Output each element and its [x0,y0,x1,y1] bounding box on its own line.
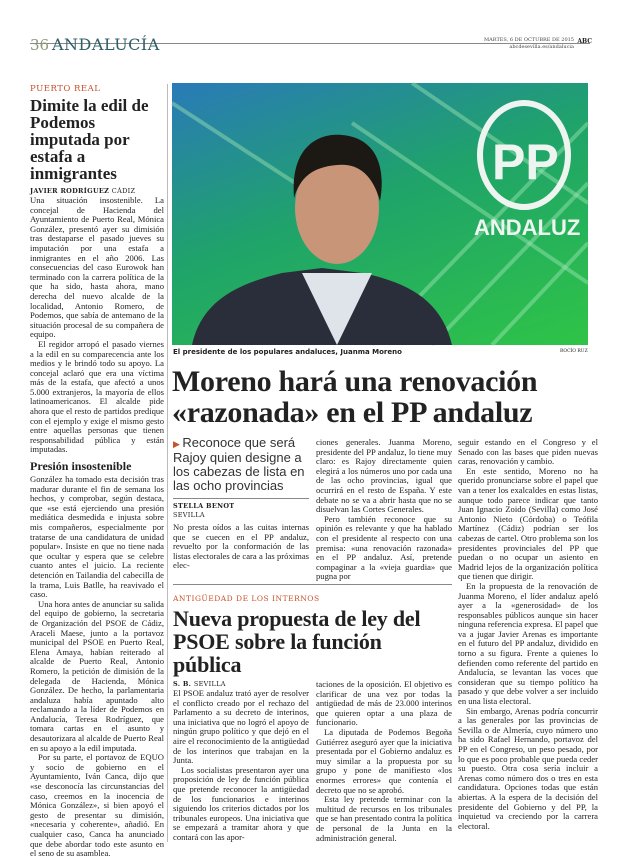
paragraph: La diputada de Podemos Begoña Gutiérrez aseguró ayer que la iniciativa presentada por el Gobierno andaluz es muy similar a la propuesta por su grupo y pone de manifiesto «los enormes errores» que contenía el decreto que no se aprobó. [316,726,452,795]
paragraph: taciones de la oposición. El objetivo es clarificar de una vez por todas la antigüedad de más de 23.000 interinos que quieren optar a una plaza de funcionario. [316,679,452,728]
brand-logo: ABC [577,38,592,45]
paragraph: González ha tomado esta decisión tras madurar durante el fin de semana los hechos, y comprobar, según destaca, que «se está ejerciendo una presión mediática desmedida e injusta sobre mis compañeros, especialmente por tratarse de una candidatura de unidad popular». Insiste en que no tiene nada que ocultar y espera que se celebre cuanto antes el juicio. La reciente detención en Tailandia del cabecilla de la trama, Luis Batlle, ha reavivado el caso. [30,474,164,600]
paragraph: seguir estando en el Congreso y el Senado con las bases que piden nuevas caras, renovación y cambio. [458,437,598,467]
second-headline: Nueva propuesta de ley del PSOE sobre la función pública [173,606,421,677]
main-lead-block [173,436,309,576]
deck-text: Reconoce que será Rajoy quien designe a los cabezas de lista en las ocho provincias [173,435,305,493]
second-col1 [173,689,309,843]
pp-logo-subtext: ANDALUZ [474,215,581,240]
paragraph: El PSOE andaluz trató ayer de resolver el conflicto creado por el rechazo del Parlamento a su decreto de interinos, una iniciativa que no logró el apoyo de ningún grupo político y que dejó en el aire el reconocimiento de la antigüedad de los interinos que trabajan en la Junta. [173,688,309,766]
byline-name: JAVIER RODRÍGUEZ [30,187,110,195]
pp-logo-text: PP [492,134,559,190]
paragraph: En este sentido, Moreno no ha querido pronunciarse sobre el papel que van a tener los exalcaldes en estas listas, aunque todo parece indicar que tanto Juan Ignacio Zoido (Sevilla) como José Antonio Nieto (Córdoba) o Teófila Martínez (Cádiz) podrían ser los cabezas de cartel. Otro problema son los presidentes provinciales del PP que puedan o no ocupar un asiento en Madrid lejos de la organización política que tienen que dirigir. [458,465,598,582]
paragraph: No presta oídos a las cuitas internas que se cuecen en el PP andaluz, revuelto por la conformación de las listas electorales de cara a las próximas elec- [173,522,309,571]
section-rule [173,584,452,585]
photo-juanma-moreno [172,83,588,345]
photo-illustration [172,83,588,345]
paragraph: Una situación insostenible. La concejal de Hacienda del Ayuntamiento de Puerto Real, Mónica González, presentó ayer su dimisión tras destaparse el pasado jueves su imputación por una estafa a inmigrantes en el año 2006. Las consecuencias del caso Eurowok han terminado con la carrera política de la que ha sido, hasta ahora, mano derecha del nuevo alcalde de la localidad, Antonio Romero, de Podemos, que sabía de antemano de la situación procesal de su compañera de equipo. [30,195,164,340]
date-text: MARTES, 6 DE OCTUBRE DE 2015 [484,37,574,43]
paragraph: Por su parte, el portavoz de EQUO y socio de gobierno en el Ayuntamiento, Iván Canca, dijo que «se desconocía las circunstancias del caso, creemos en la inocencia de Mónica González», si bien apoyó el gesto de presentar su dimisión, «necesaria y coherente», añadió. En cualquier caso, Canca ha anunciado que debe abordar todo este asunto en el seno de su asamblea. [30,752,164,859]
section-title: ANDALUCÍA [52,35,160,54]
subheading: Presión insostenible [30,459,132,474]
main-col1 [173,523,309,576]
second-kicker: ANTIGÜEDAD DE LOS INTERNOS [173,594,320,603]
paragraph: En la propuesta de la renovación de Juanma Moreno, el líder andaluz apeló ayer a la «generosidad» de los responsables públicos aunque sin hacer ninguna referencia expresa. El papel que va a jugar Javier Arenas es importante en el futuro del PP andaluz, dividido en torno a su figura. Frente a quienes lo defienden como referente del partido en Andalucía, se levantan las voces que consideran que su tiempo político ha pasado y que debe volver a ser incluido en una lista electoral. [458,580,598,707]
paragraph: Una hora antes de anunciar su salida del equipo de gobierno, la secretaria de Organización del PSOE de Cádiz, Araceli Maese, junto a la portavoz municipal del PSOE en Puerto Real, Elena Amaya, habían reiterado al alcalde de Puerto Real, Antonio Romero, la petición de dimisión de la delegada de Hacienda, Mónica González. De hecho, la parlamentaria andaluza había apuntado alto reclamando a la líder de Podemos en Andalucía, Teresa Rodríguez, que tomara cartas en el asunto y desautorizara al alcalde de Puerto Real en su apoyo a la edil imputada. [30,598,164,753]
header-date [484,37,574,51]
bullet-arrow-icon: ▶ [173,439,183,449]
page-number: 36 [30,36,50,54]
paragraph: El regidor arropó el pasado viernes a la edil en su comparecencia ante los medios y le brindó todo su apoyo. La concejal aclaró que era una víctima más de la estafa, que afectó a unos 5.000 extranjeros, la mayoría de ellos latinoamericanos. El alcalde pide ahora que el resto de partidos predique con el ejemplo y exige el mismo gesto entre aquellas personas que tienen responsabilidad pública y están imputadas. [30,338,164,455]
photo-caption: El presidente de los populares andaluces, Juanma Moreno [173,348,402,356]
byline-rule [173,498,309,499]
main-byline [173,502,309,520]
second-col1-wrap [173,680,309,843]
column-divider [167,84,168,842]
byline-place: SEVILLA [173,511,205,519]
left-article-body [30,195,164,859]
photo-credit: ROCÍO RUZ [560,349,588,354]
byline-name: S. B. [173,680,192,688]
main-col3 [458,438,598,842]
left-kicker: PUERTO REAL [30,84,101,94]
byline-name: STELLA BENOT [173,502,235,510]
byline-place: CÁDIZ [111,187,136,195]
paragraph: ciones generales. Juanma Moreno, presidente del PP andaluz, lo tiene muy claro: es Rajoy directamente quien elegirá a los números uno por cada una de las ocho provincias, igual que ocurrirá en el resto de España. Y este debate no se va a abrir hasta que no se disuelvan las Cortes Generales. [316,437,452,515]
main-deck [173,436,309,493]
website-link[interactable]: abcdesevilla.es/andalucia [509,44,574,50]
left-article [30,84,164,859]
main-col2 [316,437,452,582]
second-article [173,593,452,843]
second-columns [173,680,452,843]
second-col2 [316,680,452,843]
byline-place: SEVILLA [193,680,226,688]
paragraph: Esta ley pretende terminar con la multitud de recursos en los tribunales que se han presentado contra la política de personal de la Junta en la administración general. [316,794,452,843]
left-headline: Dimite la edil de Podemos imputada por estafa a inmigrantes [30,96,149,183]
paragraph: Sin embargo, Arenas podría concurrir a las generales por las provincias de Sevilla o de Almería, cuyo número uno ha sido Rafael Hernando, portavoz del PP en el Congreso, un peso pesado, por lo que es poco probable que pueda ceder su puesto. Otra cosa sería incluir a Arenas como número dos o tres en esta candidatura. Opciones todas que están abiertas. A la espera de la decisión del presidente del Gobierno y del PP, la inquietud va creciendo por la carrera electoral. [458,705,598,831]
paragraph: Pero también reconoce que su opinión es relevante y que ha hablado con el presidente al respecto con una premisa: «una renovación razonada» en el PP andaluz. Así, pretende compaginar a la «vieja guardia» que pugna por [316,513,452,582]
paragraph: Los socialistas presentaron ayer una proposición de ley de función pública que pretende reconocer la antigüedad de los funcionarios e interinos siguiendo los criterios dictados por los tribunales europeos. Una iniciativa que se empezará a tramitar ahora y que contará con las apor- [173,764,309,842]
main-headline: Moreno hará una renovación «razonada» en el PP andaluz [172,365,538,429]
